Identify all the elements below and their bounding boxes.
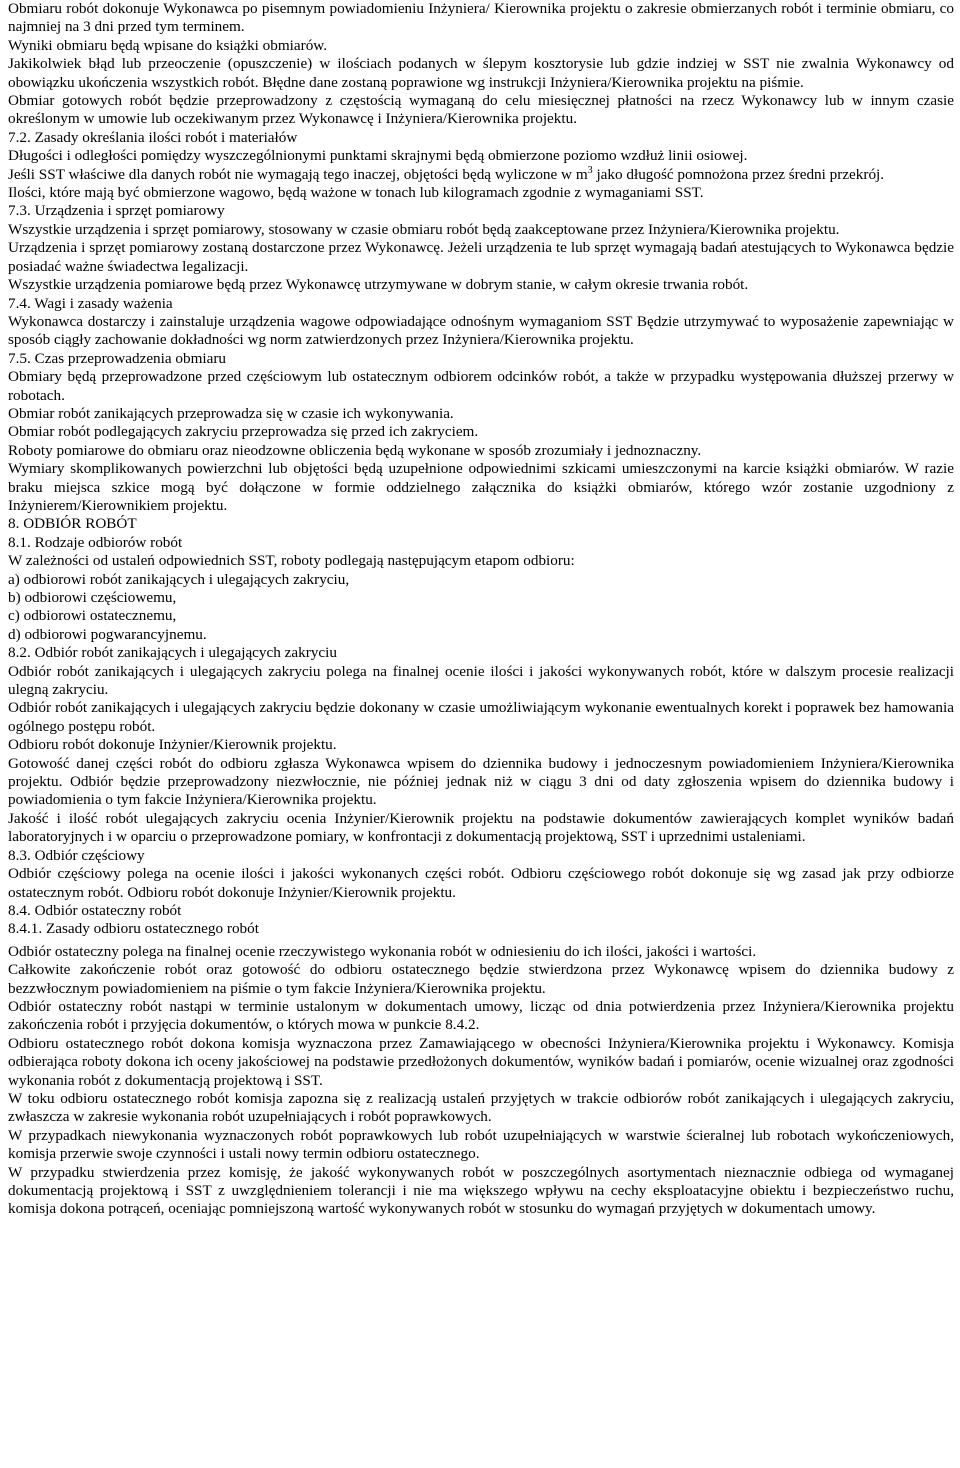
paragraph: W przypadku stwierdzenia przez komisję, że jakość wykonywanych robót w poszczególnych asortymentach nieznacznie odbiega od wymaganej dokumentacją projektową i SST z uwzględnieniem tolerancji i nie ma większego wpływu na cechy eksploatacyjne obiektu i bezpieczeństwo ruchu, komisja dokona potrąceń, oceniając pomniejszoną wartość wykonywanych robót w stosunku do wymagań przyjętych w dokumentach umowy. — [8, 1163, 954, 1218]
paragraph: Odbiór ostateczny polega na finalnej ocenie rzeczywistego wykonania robót w odniesieniu do ich ilości, jakości i wartości. — [8, 942, 757, 960]
list-item: a) odbiorowi robót zanikających i ulegających zakryciu, — [8, 570, 350, 588]
section-heading: 8.4.1. Zasady odbioru ostatecznego robót — [8, 920, 259, 938]
paragraph: W toku odbioru ostatecznego robót komisja zapozna się z realizacją ustaleń przyjętych w trakcie odbiorów robót zanikających i ulegających zakryciu, zwłaszcza w zakresie wykonania robót uzupełniających i robót poprawkowych. — [8, 1089, 954, 1126]
paragraph — [8, 166, 954, 184]
paragraph: Obmiar robót podlegających zakryciu przeprowadza się przed ich zakryciem. — [8, 423, 479, 441]
paragraph: Wykonawca dostarczy i zainstaluje urządzenia wagowe odpowiadające odnośnym wymaganiom SST Będzie utrzymywać to wyposażenie zapewniając w sposób ciągły zachowanie dokładności wg norm zatwierdzonych przez Inżyniera/Kierownika projektu. — [8, 312, 954, 349]
section-heading: 8. ODBIÓR ROBÓT — [8, 515, 137, 533]
section-heading: 7.3. Urządzenia i sprzęt pomiarowy — [8, 202, 225, 220]
section-heading: 8.4. Odbiór ostateczny robót — [8, 901, 182, 919]
paragraph: Wyniki obmiaru będą wpisane do książki obmiarów. — [8, 36, 328, 54]
paragraph: Roboty pomiarowe do obmiaru oraz nieodzowne obliczenia będą wykonane w sposób zrozumiały i jednoznaczny. — [8, 441, 702, 459]
paragraph: Odbiór robót zanikających i ulegających zakryciu będzie dokonany w czasie umożliwiającym wykonanie ewentualnych korekt i poprawek bez hamowania ogólnego postępu robót. — [8, 699, 954, 735]
paragraph: W zależności od ustaleń odpowiednich SST, roboty podlegają następującym etapom odbioru: — [8, 552, 575, 570]
paragraph: Wszystkie urządzenia pomiarowe będą przez Wykonawcę utrzymywane w dobrym stanie, w całym okresie trwania robót. — [8, 276, 749, 294]
section-heading: 8.3. Odbiór częściowy — [8, 846, 145, 864]
paragraph: Obmiary będą przeprowadzone przed częściowym lub ostatecznym odbiorem odcinków robót, a także w przypadku występowania dłuższej przerwy w robotach. — [8, 368, 954, 404]
paragraph: Ilości, które mają być obmierzone wagowo, będą ważone w tonach lub kilogramach zgodnie z wymaganiami SST. — [8, 184, 704, 202]
paragraph: Urządzenia i sprzęt pomiarowy zostaną dostarczone przez Wykonawcę. Jeżeli urządzenia te lub sprzęt wymagają badań atestujących to Wykonawca będzie posiadać ważne świadectwa legalizacji. — [8, 239, 954, 275]
paragraph: Odbiór ostateczny robót nastąpi w terminie ustalonym w dokumentach umowy, licząc od dnia potwierdzenia przez Inżyniera/Kierownika projektu zakończenia robót i przyjęcia dokumentów, o których mowa w punkcie 8.4.2. — [8, 997, 954, 1034]
paragraph: Odbiór częściowy polega na ocenie ilości i jakości wykonanych części robót. Odbioru częściowego robót dokonuje się wg zasad jak przy odbiorze ostatecznym robót. Odbioru robót dokonuje Inżynier/Kierownik projektu. — [8, 865, 954, 901]
paragraph: Długości i odległości pomiędzy wyszczególnionymi punktami skrajnymi będą obmierzone poziomo wzdłuż linii osiowej. — [8, 147, 748, 165]
paragraph: Obmiaru robót dokonuje Wykonawca po pisemnym powiadomieniu Inżyniera/ Kierownika projektu o zakresie obmierzanych robót i terminie obmiaru, co najmniej na 3 dni przed tym terminem. — [8, 0, 954, 36]
list-item: b) odbiorowi częściowemu, — [8, 589, 177, 606]
superscript: 3 — [587, 164, 593, 176]
section-heading: 8.1. Rodzaje odbiorów robót — [8, 533, 183, 551]
paragraph: Całkowite zakończenie robót oraz gotowość do odbioru ostatecznego będzie stwierdzona przez Wykonawcę wpisem do dziennika budowy z bezzwłocznym powiadomieniem na piśmie o tym fakcie Inżyniera/Kierownika projektu. — [8, 961, 954, 997]
paragraph: Odbioru ostatecznego robót dokona komisja wyznaczona przez Zamawiającego w obecności Inżyniera/Kierownika projektu i Wykonawcy. Komisja odbierająca roboty dokona ich oceny jakościowej na podstawie przedłożonych dokumentów, wyników badań i pomiarów, ocenie wizualnej oraz zgodności wykonania robót z dokumentacją projektową i SST. — [8, 1034, 954, 1089]
paragraph: Wymiary skomplikowanych powierzchni lub objętości będą uzupełnione odpowiednimi szkicami umieszczonymi na karcie książki obmiarów. W razie braku miejsca szkice mogą być dołączone w formie oddzielnego załącznika do książki obmiarów, którego wzór zostanie uzgodniony z Inżynierem/Kierownikiem projektu. — [8, 460, 954, 514]
paragraph: Jakość i ilość robót ulegających zakryciu ocenia Inżynier/Kierownik projektu na podstawie dokumentów zawierających komplet wyników badań laboratoryjnych i w oparciu o przeprowadzone pomiary, w konfrontacji z dokumentacją projektową, SST i uprzednimi ustaleniami. — [8, 809, 954, 846]
list-item: d) odbiorowi pogwarancyjnemu. — [8, 625, 207, 643]
section-heading: 7.2. Zasady określania ilości robót i materiałów — [8, 128, 298, 146]
paragraph-text: Jeśli SST właściwe dla danych robót nie wymagają tego inaczej, objętości będą wyliczone w m — [8, 165, 588, 183]
paragraph: W przypadkach niewykonania wyznaczonych robót poprawkowych lub robót uzupełniających w warstwie ścieralnej lub robotach wykończeniowych, komisja przerwie swoje czynności i ustali nowy termin odbioru ostatecznego. — [8, 1126, 954, 1163]
paragraph: Jakikolwiek błąd lub przeoczenie (opuszczenie) w ilościach podanych w ślepym kosztorysie lub gdzie indziej w SST nie zwalnia Wykonawcy od obowiązku ukończenia wszystkich robót. Błędne dane zostaną poprawione wg instrukcji Inżyniera/Kierownika projektu na piśmie. — [8, 55, 954, 91]
paragraph: Odbioru robót dokonuje Inżynier/Kierownik projektu. — [8, 736, 337, 754]
paragraph-text: jako długość pomnożona przez średni przekrój. — [592, 165, 885, 183]
section-heading: 8.2. Odbiór robót zanikających i ulegających zakryciu — [8, 644, 337, 662]
section-heading: 7.5. Czas przeprowadzenia obmiaru — [8, 349, 227, 367]
paragraph: Wszystkie urządzenia i sprzęt pomiarowy, stosowany w czasie obmiaru robót będą zaakceptowane przez Inżyniera/Kierownika projektu. — [8, 220, 840, 238]
list-item: c) odbiorowi ostatecznemu, — [8, 607, 177, 625]
paragraph: Odbiór robót zanikających i ulegających zakryciu polega na finalnej ocenie ilości i jakości wykonywanych robót, które w dalszym procesie realizacji ulegną zakryciu. — [8, 662, 954, 699]
paragraph: Obmiar robót zanikających przeprowadza się w czasie ich wykonywania. — [8, 404, 454, 422]
paragraph: Gotowość danej części robót do odbioru zgłasza Wykonawca wpisem do dziennika budowy i jednoczesnym powiadomieniem Inżyniera/Kierownika projektu. Odbiór będzie przeprowadzony niezwłocznie, nie później jednak niż w ciągu 3 dni od daty zgłoszenia wpisem do dziennika budowy i powiadomienia o tym fakcie Inżyniera/Kierownika projektu. — [8, 754, 954, 809]
paragraph: Obmiar gotowych robót będzie przeprowadzony z częstością wymaganą do celu miesięcznej płatności na rzecz Wykonawcy lub w innym czasie określonym w umowie lub oczekiwanym przez Wykonawcę i Inżyniera/Kierownika projektu. — [8, 92, 954, 128]
section-heading: 7.4. Wagi i zasady ważenia — [8, 294, 173, 312]
